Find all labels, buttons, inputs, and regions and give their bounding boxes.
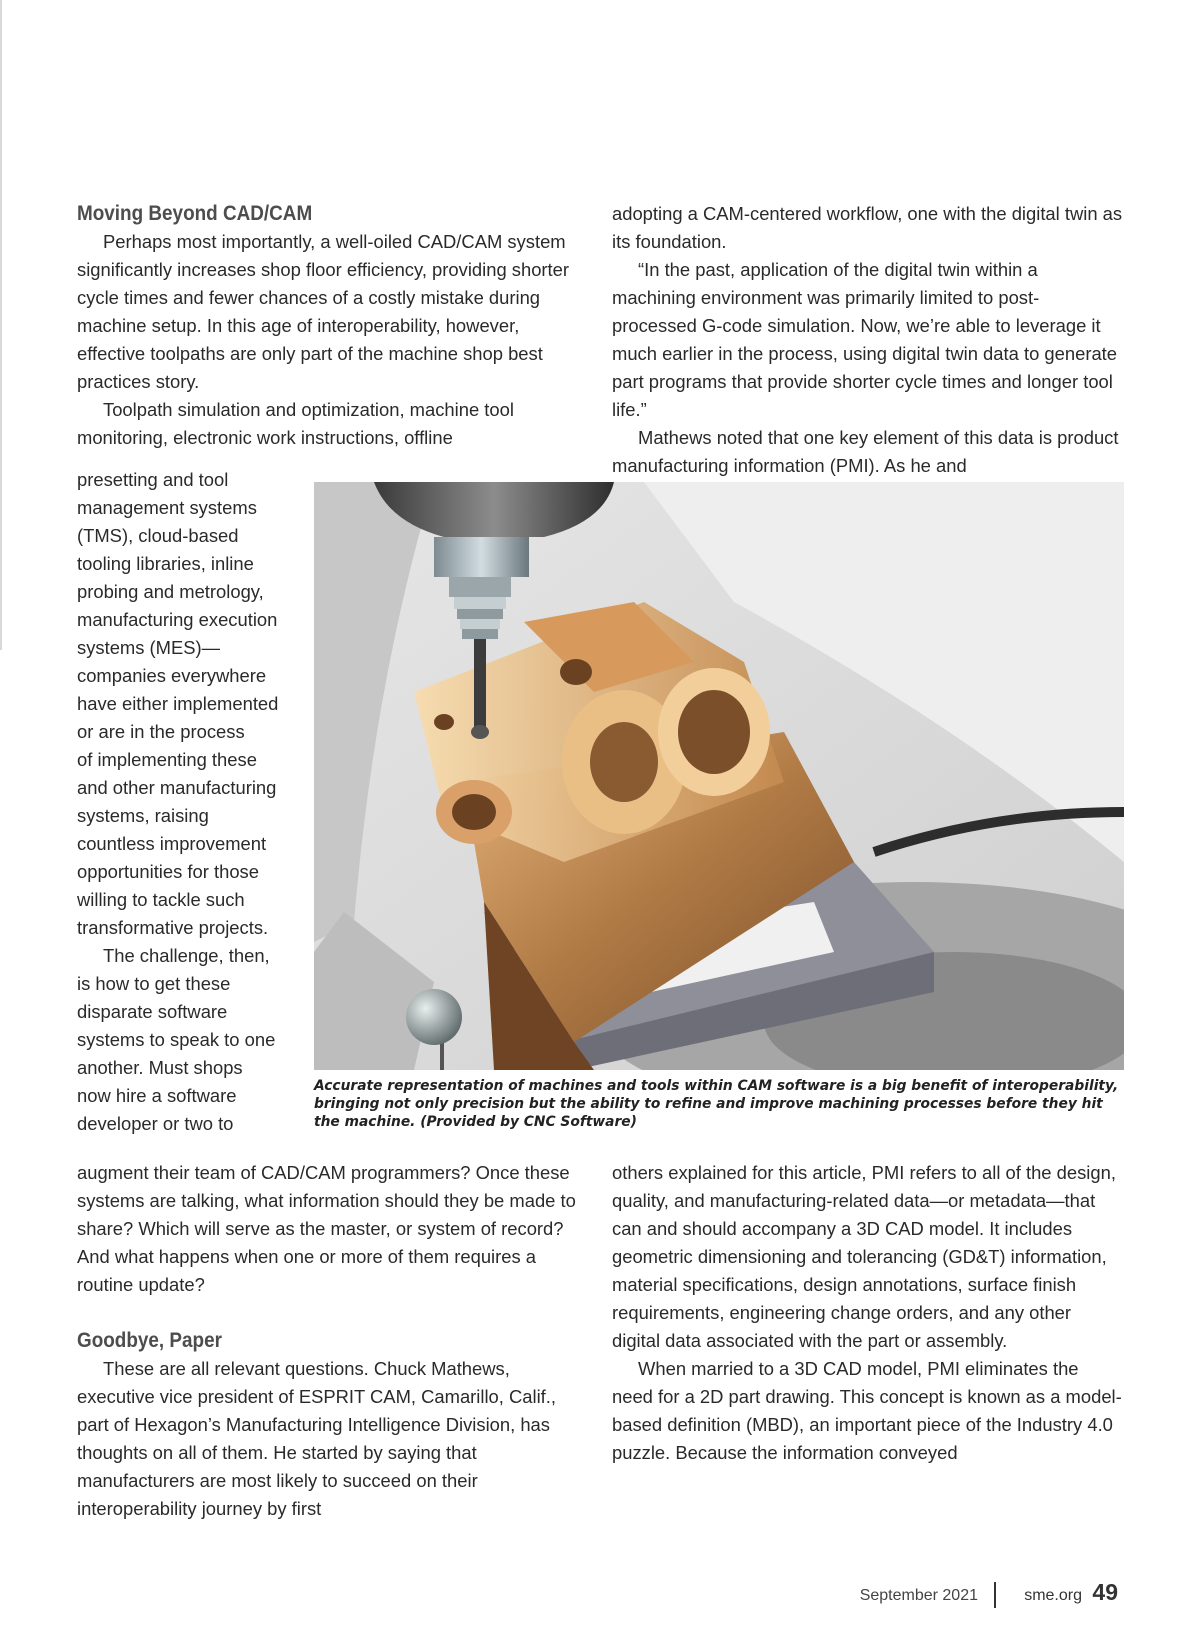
left-column-bottom	[77, 1159, 582, 1523]
text-line: systems (MES)—	[77, 637, 221, 658]
text-line: companies everywhere	[77, 665, 267, 686]
heading-moving-beyond: Moving Beyond CAD/CAM	[77, 202, 313, 225]
left-column-top	[77, 200, 582, 452]
figure-caption: Accurate representation of machines and tools within CAM software is a big benefit of interoperability, bringing not only precision but the ability to refine and improve machining processes before they hit the machine. (Provided by CNC Software)	[314, 1078, 1119, 1130]
paragraph: “In the past, application of the digital twin within a machining environment was primarily limited to post-processed G-code simulation. Now, we’re able to leverage it much earlier in the process, using digital twin data to generate part programs that provide shorter cycle times and longer tool life.”	[612, 259, 1118, 420]
text-line: is how to get these	[77, 973, 231, 994]
cam-rendering-illustration	[314, 482, 1124, 1070]
text-line: systems, raising	[77, 805, 209, 826]
text-line: willing to tackle such	[77, 889, 245, 910]
footer-separator	[994, 1582, 996, 1608]
paragraph-narrow-lines	[77, 942, 307, 1138]
left-column-narrow	[77, 466, 307, 1138]
paragraph: When married to a 3D CAD model, PMI eliminates the need for a 2D part drawing. This concept is known as a model-based definition (MBD), an important piece of the Industry 4.0 puzzle. Because the information conveyed	[612, 1358, 1122, 1463]
paragraph: others explained for this article, PMI refers to all of the design, quality, and manufacturing-related data—or metadata—that can and should accompany a 3D CAD model. It includes geometric dimensioning and tolerancing (GD&T) information, material specifications, design annotations, surface finish requirements, engineering change orders, and any other digital data associated with the part or assembly.	[612, 1162, 1116, 1351]
right-column-top	[612, 200, 1124, 480]
paragraph: augment their team of CAD/CAM programmers? Once these systems are talking, what information should they be made to share? Which will serve as the master, or system of record? And what happens when one or more of them requires a routine update?	[77, 1162, 576, 1295]
text-line: probing and metrology,	[77, 581, 264, 602]
text-line: (TMS), cloud-based	[77, 525, 239, 546]
heading-goodbye-paper: Goodbye, Paper	[77, 1329, 222, 1352]
paragraph: Mathews noted that one key element of this data is product manufacturing information (PMI). As he and	[612, 427, 1119, 476]
text-line: transformative projects.	[77, 917, 269, 938]
text-line: opportunities for those	[77, 861, 259, 882]
text-line: of implementing these	[77, 749, 257, 770]
issue-date: September 2021	[859, 1587, 978, 1604]
text-line: another. Must shops	[77, 1057, 243, 1078]
text-line: manufacturing execution	[77, 609, 278, 630]
cam-machining-figure	[314, 482, 1124, 1070]
text-line: developer or two to	[77, 1113, 234, 1134]
text-line: now hire a software	[77, 1085, 237, 1106]
paragraph: Perhaps most importantly, a well-oiled CAD/CAM system significantly increases shop floor efficiency, providing shorter cycle times and fewer chances of a costly mistake during machine setup. In this age of interoperability, however, effective toolpaths are only part of the machine shop best practices story.	[77, 231, 570, 392]
text-line: or are in the process	[77, 721, 245, 742]
page-edge-bar	[0, 0, 2, 650]
text-line: management systems	[77, 497, 257, 518]
page-footer	[0, 1579, 1120, 1612]
page-number: 49	[1092, 1579, 1118, 1605]
site-link[interactable]: sme.org	[1024, 1587, 1082, 1604]
text-line: systems to speak to one	[77, 1029, 276, 1050]
paragraph: adopting a CAM-centered workflow, one with the digital twin as its foundation.	[612, 203, 1123, 252]
text-line: disparate software	[77, 1001, 228, 1022]
text-line: and other manufacturing	[77, 777, 277, 798]
paragraph: These are all relevant questions. Chuck Mathews, executive vice president of ESPRIT CAM, Camarillo, Calif., part of Hexagon’s Manufacturing Intelligence Division, has thoughts on all of them. He started by saying that manufacturers are most likely to succeed on their interoperability journey by first	[77, 1358, 557, 1519]
text-line: presetting and tool	[77, 469, 229, 490]
text-line: countless improvement	[77, 833, 267, 854]
paragraph-narrow-lines	[77, 466, 307, 942]
text-line: The challenge, then,	[103, 945, 270, 966]
paragraph: Toolpath simulation and optimization, machine tool monitoring, electronic work instructions, offline	[77, 399, 514, 448]
text-line: tooling libraries, inline	[77, 553, 254, 574]
right-column-bottom	[612, 1159, 1124, 1467]
text-line: have either implemented	[77, 693, 279, 714]
